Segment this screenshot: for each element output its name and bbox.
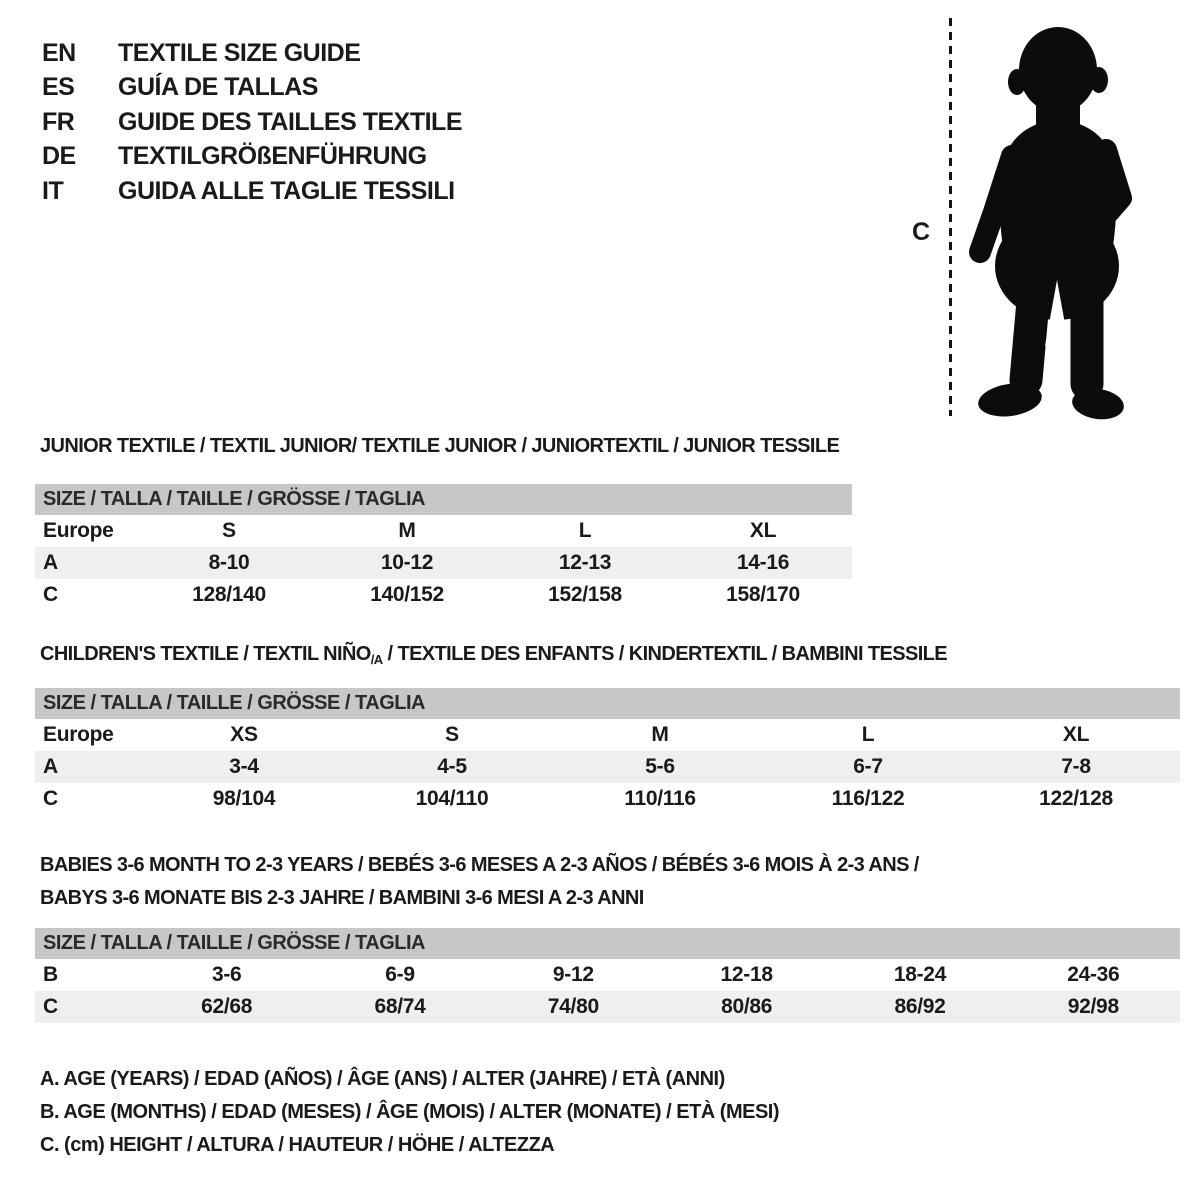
table-row [35, 719, 1180, 751]
table-cell: M [651, 723, 669, 746]
table-cell: 3-6 [211, 963, 242, 986]
table-cell: 7-8 [1061, 755, 1091, 778]
table-cell: 80/86 [721, 995, 773, 1018]
table-row [35, 547, 852, 579]
table-row [35, 991, 1180, 1023]
row-label: C [43, 995, 58, 1018]
table-cell: L [861, 723, 875, 746]
junior-table-rows [35, 515, 852, 611]
guide-title: TEXTILE SIZE GUIDE [118, 38, 361, 67]
guide-title: GUIDE DES TAILLES TEXTILE [118, 107, 463, 136]
guide-title: TEXTILGRÖßENFÜHRUNG [118, 142, 427, 171]
silhouette-ear-left [1008, 69, 1026, 95]
height-measure-line [949, 18, 952, 416]
table-cell: 8-10 [208, 551, 250, 574]
toddler-silhouette [958, 24, 1150, 424]
table-row [35, 579, 852, 611]
row-label: Europe [43, 519, 114, 542]
table-cell: 9-12 [552, 963, 594, 986]
size-header-text: SIZE / TALLA / TAILLE / GRÖSSE / TAGLIA [43, 488, 425, 510]
language-code: ES [42, 73, 75, 102]
language-code: FR [42, 107, 75, 136]
row-label: Europe [43, 723, 114, 746]
language-code: DE [42, 142, 76, 171]
table-row [35, 959, 1180, 991]
table-cell: L [578, 519, 592, 542]
table-cell: 62/68 [201, 995, 253, 1018]
language-code: EN [42, 38, 76, 67]
language-row [42, 71, 462, 106]
table-cell: 152/158 [548, 583, 622, 606]
junior-table-title [40, 433, 839, 459]
table-cell: 116/122 [831, 787, 905, 810]
table-cell: 14-16 [736, 551, 790, 574]
language-row [42, 140, 462, 175]
children-table-title [40, 641, 947, 669]
table-cell: 158/170 [726, 583, 800, 606]
language-row [42, 174, 462, 209]
children-table-title-sub: /A [370, 652, 383, 667]
legend [40, 1068, 779, 1167]
table-cell: S [222, 519, 236, 542]
table-cell: S [445, 723, 459, 746]
size-header-text: SIZE / TALLA / TAILLE / GRÖSSE / TAGLIA [43, 932, 425, 954]
row-label: A [43, 755, 58, 778]
table-cell: 110/116 [624, 787, 696, 810]
legend-line: C. (cm) HEIGHT / ALTURA / HAUTEUR / HÖHE / ALTEZZA [40, 1134, 555, 1156]
table-row [35, 783, 1180, 815]
children-size-header-bar [35, 688, 1180, 719]
table-cell: 24-36 [1067, 963, 1120, 986]
babies-table-title-line1: BABIES 3-6 MONTH TO 2-3 YEARS / BEBÉS 3-6 MESES A 2-3 AÑOS / BÉBÉS 3-6 MOIS À 2-3 ANS / [40, 854, 919, 876]
children-table-title-rest: / TEXTILE DES ENFANTS / KINDERTEXTIL / BAMBINI TESSILE [382, 643, 948, 665]
junior-table-title-text: JUNIOR TEXTILE / TEXTIL JUNIOR/ TEXTILE JUNIOR / JUNIORTEXTIL / JUNIOR TESSILE [40, 435, 840, 457]
silhouette-leg-left [1026, 290, 1034, 380]
table-cell: 122/128 [1039, 787, 1113, 810]
row-label: C [43, 583, 58, 606]
table-cell: 128/140 [192, 583, 266, 606]
table-cell: 12-18 [720, 963, 773, 986]
babies-size-header-bar [35, 928, 1180, 959]
table-cell: 5-6 [645, 755, 675, 778]
table-cell: 68/74 [374, 995, 426, 1018]
table-cell: 86/92 [894, 995, 946, 1018]
table-cell: 18-24 [893, 963, 947, 986]
row-label: B [43, 963, 58, 986]
table-cell: 12-13 [558, 551, 612, 574]
table-cell: XL [1062, 723, 1090, 746]
guide-title: GUÍA DE TALLAS [118, 73, 318, 102]
row-label: A [43, 551, 58, 574]
table-cell: 74/80 [547, 995, 599, 1018]
table-cell: 140/152 [370, 583, 444, 606]
babies-table-rows [35, 959, 1180, 1023]
silhouette-ear-right [1090, 67, 1108, 93]
legend-line: A. AGE (YEARS) / EDAD (AÑOS) / ÂGE (ANS) / ALTER (JAHRE) / ETÀ (ANNI) [40, 1068, 725, 1090]
children-table-rows [35, 719, 1180, 815]
legend-line: B. AGE (MONTHS) / EDAD (MESES) / ÂGE (MOIS) / ALTER (MONATE) / ETÀ (MESI) [40, 1101, 780, 1123]
babies-table-title [40, 849, 919, 915]
table-cell: XS [230, 723, 258, 746]
table-cell: 3-4 [229, 755, 259, 778]
row-label: C [43, 787, 58, 810]
table-cell: 10-12 [380, 551, 434, 574]
babies-table-title-line2: BABYS 3-6 MONATE BIS 2-3 JAHRE / BAMBINI 3-6 MESI A 2-3 ANNI [40, 887, 644, 909]
height-measure-label: C [912, 218, 931, 246]
table-cell: XL [749, 519, 777, 542]
table-row [35, 751, 1180, 783]
table-cell: 92/98 [1067, 995, 1119, 1018]
language-code: IT [42, 176, 64, 205]
table-cell: M [398, 519, 416, 542]
language-row [42, 36, 462, 71]
junior-size-header-bar [35, 484, 852, 515]
table-cell: 6-9 [385, 963, 415, 986]
table-cell: 104/110 [415, 787, 489, 810]
table-cell: 4-5 [437, 755, 467, 778]
table-row [35, 515, 852, 547]
size-header-text: SIZE / TALLA / TAILLE / GRÖSSE / TAGLIA [43, 692, 425, 714]
table-cell: 98/104 [212, 787, 276, 810]
language-row [42, 105, 462, 140]
language-header [42, 36, 462, 209]
table-cell: 6-7 [853, 755, 883, 778]
children-table-title-text: CHILDREN'S TEXTILE / TEXTIL NIÑO [40, 643, 371, 665]
guide-title: GUIDA ALLE TAGLIE TESSILI [118, 176, 455, 205]
